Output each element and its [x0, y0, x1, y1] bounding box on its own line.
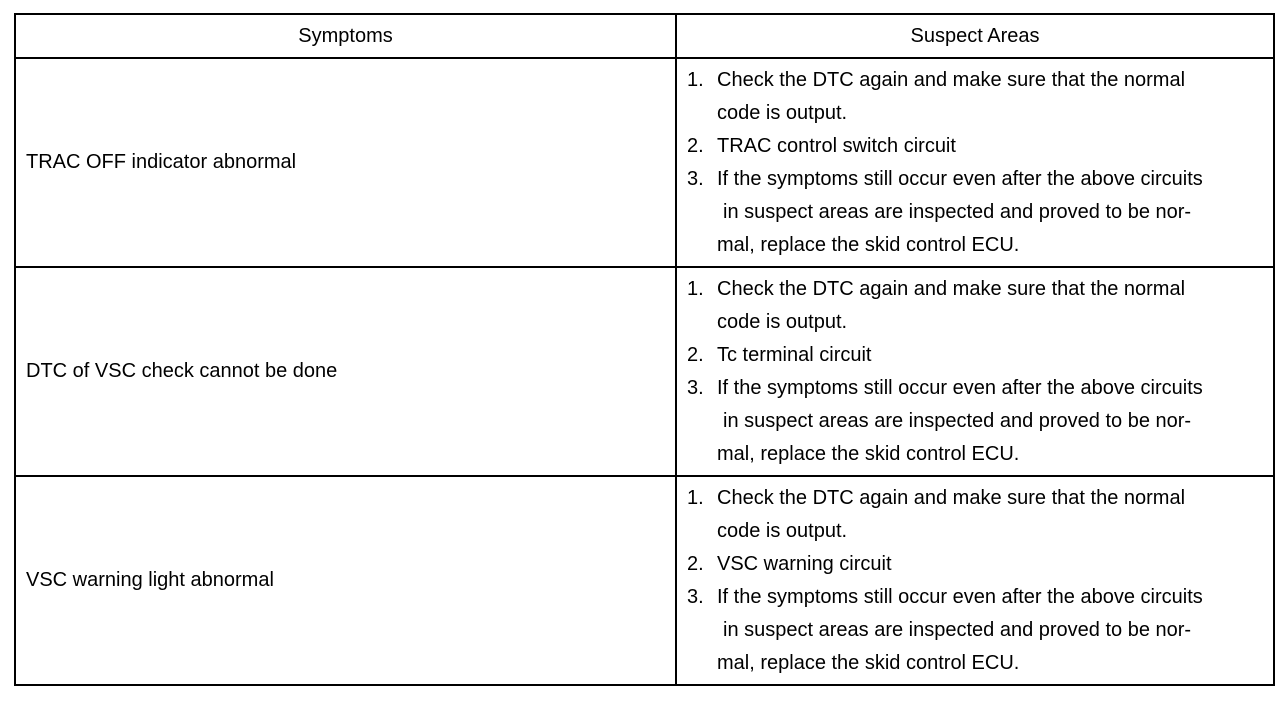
list-text: code is output. — [717, 101, 848, 124]
list-item — [687, 130, 1273, 163]
suspect-areas-list — [677, 64, 1273, 262]
list-number: 3. — [687, 585, 704, 608]
list-item — [687, 163, 1273, 262]
list-text: mal, replace the skid control ECU. — [717, 442, 1020, 465]
list-number: 2. — [687, 552, 704, 575]
suspect-areas-list — [677, 273, 1273, 471]
suspect-areas-list — [677, 482, 1273, 680]
table-row — [15, 58, 1274, 267]
list-text: mal, replace the skid control ECU. — [717, 651, 1020, 674]
list-text: Check the DTC again and make sure that the normal — [717, 486, 1186, 509]
list-text: in suspect areas are inspected and proved to be nor- — [723, 409, 1192, 432]
list-item — [687, 372, 1273, 471]
list-text: VSC warning circuit — [717, 552, 892, 575]
header-symptoms: Symptoms — [15, 14, 676, 58]
list-text: If the symptoms still occur even after the above circuits — [717, 167, 1203, 190]
list-text: code is output. — [717, 519, 848, 542]
list-number: 1. — [687, 277, 704, 300]
suspect-areas-cell — [676, 58, 1274, 267]
header-suspect-areas: Suspect Areas — [676, 14, 1274, 58]
list-number: 1. — [687, 486, 704, 509]
list-text: code is output. — [717, 310, 848, 333]
list-text: in suspect areas are inspected and proved to be nor- — [723, 200, 1192, 223]
header-row — [15, 14, 1274, 58]
list-item — [687, 482, 1273, 548]
list-number: 2. — [687, 134, 704, 157]
list-text: If the symptoms still occur even after the above circuits — [717, 585, 1203, 608]
symptom-cell: TRAC OFF indicator abnormal — [15, 58, 676, 267]
list-text: TRAC control switch circuit — [717, 134, 956, 157]
list-text: If the symptoms still occur even after the above circuits — [717, 376, 1203, 399]
suspect-areas-cell — [676, 476, 1274, 685]
table-row — [15, 476, 1274, 685]
suspect-areas-cell — [676, 267, 1274, 476]
list-number: 3. — [687, 376, 704, 399]
list-number: 3. — [687, 167, 704, 190]
list-text: mal, replace the skid control ECU. — [717, 233, 1020, 256]
list-text: Check the DTC again and make sure that the normal — [717, 68, 1186, 91]
symptom-cell: VSC warning light abnormal — [15, 476, 676, 685]
list-text: Tc terminal circuit — [717, 343, 872, 366]
list-item — [687, 273, 1273, 339]
list-text: Check the DTC again and make sure that the normal — [717, 277, 1186, 300]
list-number: 2. — [687, 343, 704, 366]
list-item — [687, 64, 1273, 130]
list-number: 1. — [687, 68, 704, 91]
list-text: in suspect areas are inspected and proved to be nor- — [723, 618, 1192, 641]
table-row — [15, 267, 1274, 476]
list-item — [687, 339, 1273, 372]
list-item — [687, 548, 1273, 581]
symptom-cell: DTC of VSC check cannot be done — [15, 267, 676, 476]
symptom-table — [14, 13, 1275, 686]
list-item — [687, 581, 1273, 680]
